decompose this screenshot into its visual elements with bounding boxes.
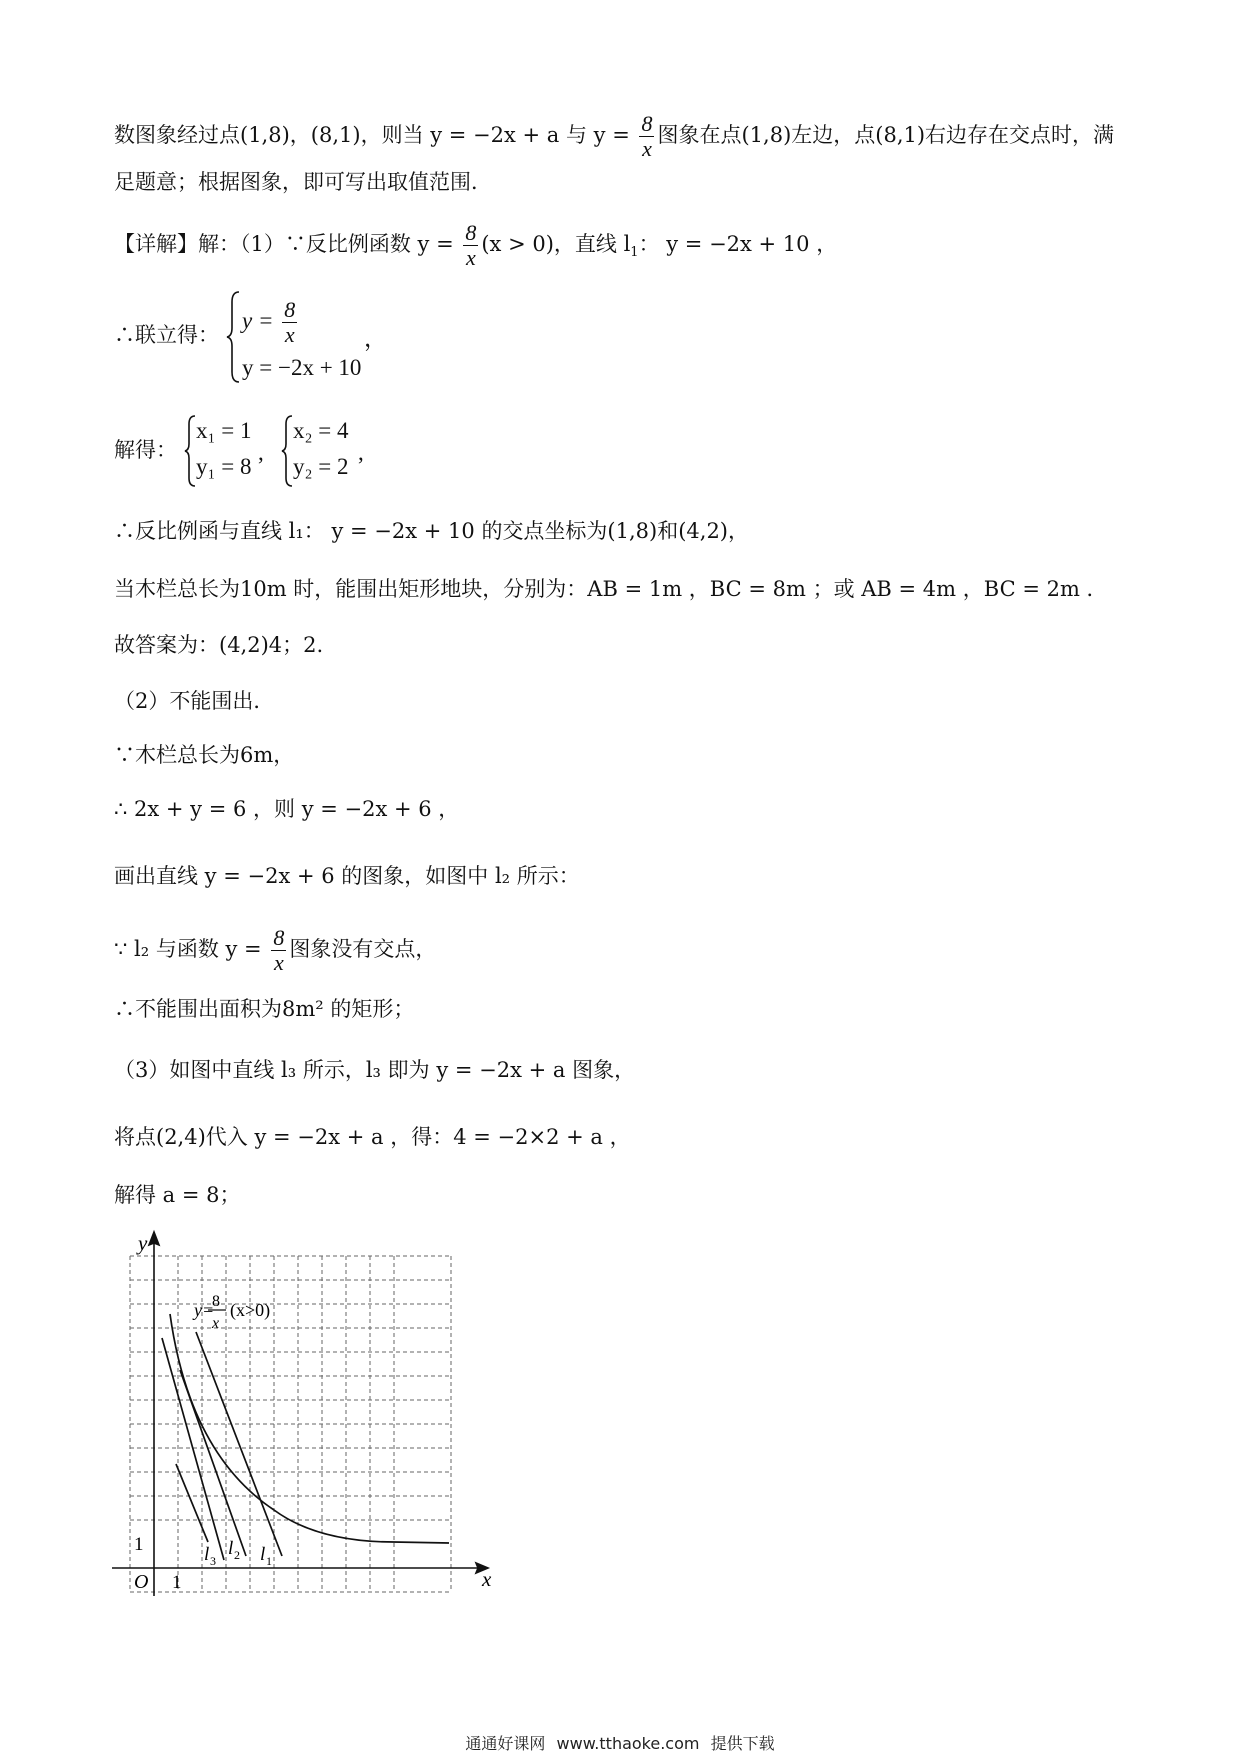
page-footer [0,1731,1240,1754]
text-line-7: 当木栏总长为10m 时，能围出矩形地块，分别为：AB = 1m ，BC = 8m ；或 AB = 4m ，BC = 2m ． [114,577,1108,601]
text-line-1 [114,112,1114,161]
subscript: 1 [630,245,639,261]
fraction: $\frac{8}{x}$ [273,925,285,975]
text-line-5: 解得： [114,438,177,462]
text-line-2: 足题意；根据图象，即可写出取值范围． [114,170,492,194]
solution-2-x: x₂ = 4 [293,418,349,443]
comma: ， [364,326,387,351]
svg-text:2: 2 [234,1548,240,1562]
svg-text:3: 3 [210,1554,216,1568]
x-tick-label: 1 [172,1572,182,1593]
text-line-13 [114,926,436,975]
text-segment: 【详解】解：（1）∵反比例函数 y = [114,232,461,256]
text-line-14: ∴不能围出面积为8m² 的矩形； [114,997,415,1021]
text-line-4: ∴联立得： [114,323,219,347]
curve-label-den: x [212,1315,220,1332]
footer-tail: 提供下载 [710,1734,775,1753]
left-brace [226,290,242,384]
text-segment: 图象在点(1,8)左边，点(8,1)右边存在交点时，满 [657,123,1115,147]
solution-2-y: y₂ = 2 [293,454,349,479]
line-l1 [196,1332,282,1556]
text-line-8: 故答案为：(4,2)4；2. [114,633,324,657]
text-line-9: （2）不能围出． [114,689,275,713]
text-line-12: 画出直线 y = −2x + 6 的图象，如图中 l₂ 所示： [114,864,580,888]
text-line-3 [114,221,837,270]
text-line-17: 解得 a = 8； [114,1183,241,1207]
svg-text:1: 1 [266,1554,272,1568]
text-line-11: ∴ 2x + y = 6 ，则 y = −2x + 6 ， [114,797,460,821]
axes [112,1232,488,1596]
text-line-16: 将点(2,4)代入 y = −2x + a ，得：4 = −2×2 + a ， [114,1125,631,1149]
system-eq-2: y = −2x + 10 [242,355,362,380]
x-axis-label: x [482,1567,492,1591]
solution-1-x: x₁ = 1 [196,418,252,443]
y-axis-arrow [149,1232,159,1245]
curve-label-num: 8 [212,1293,220,1310]
origin-label: O [134,1571,149,1593]
solution-1-y: y₁ = 8 [196,454,252,479]
comma: , [358,440,364,465]
text-line-15: （3）如图中直线 l₃ 所示，l₃ 即为 y = −2x + a 图象， [114,1058,636,1082]
label-l3: l [204,1544,210,1565]
footer-url[interactable]: www.tthaoke.com [556,1734,700,1753]
label-l2: l [228,1538,234,1559]
function-graph [104,1220,504,1610]
fraction: $\frac{8}{x}$ [284,297,296,347]
label-l1: l [260,1544,266,1565]
y-axis-label: y [138,1231,148,1255]
system-eq-1: y = $\frac{8}{x}$ [242,297,296,347]
text-segment: ： y = −2x + 10 ， [638,232,838,256]
text-line-10: ∵木栏总长为6m， [114,743,295,767]
text-line-6: ∴反比例函与直线 l₁： y = −2x + 10 的交点坐标为(1,8)和(4,2)， [114,519,750,543]
footer-site-name: 通通好课网 [465,1734,546,1753]
line-l2 [180,1370,246,1556]
fraction: $\frac{8}{x}$ [641,111,653,161]
text-segment: ∵ l₂ 与函数 y = [114,937,269,961]
curve-label: y= [194,1300,215,1320]
text-segment: 数图象经过点(1,8)，(8,1)，则当 y = −2x + a 与 y = [114,123,637,147]
comma: , [258,440,264,465]
text-segment: 图象没有交点， [289,937,437,961]
fraction: $\frac{8}{x}$ [465,220,477,270]
curve-label-domain: (x>0) [230,1300,271,1320]
hyperbola-curve [170,1314,449,1543]
line-l3-lower [176,1464,208,1542]
y-tick-label: 1 [134,1534,144,1555]
text-segment: (x > 0)，直线 l [481,232,631,256]
